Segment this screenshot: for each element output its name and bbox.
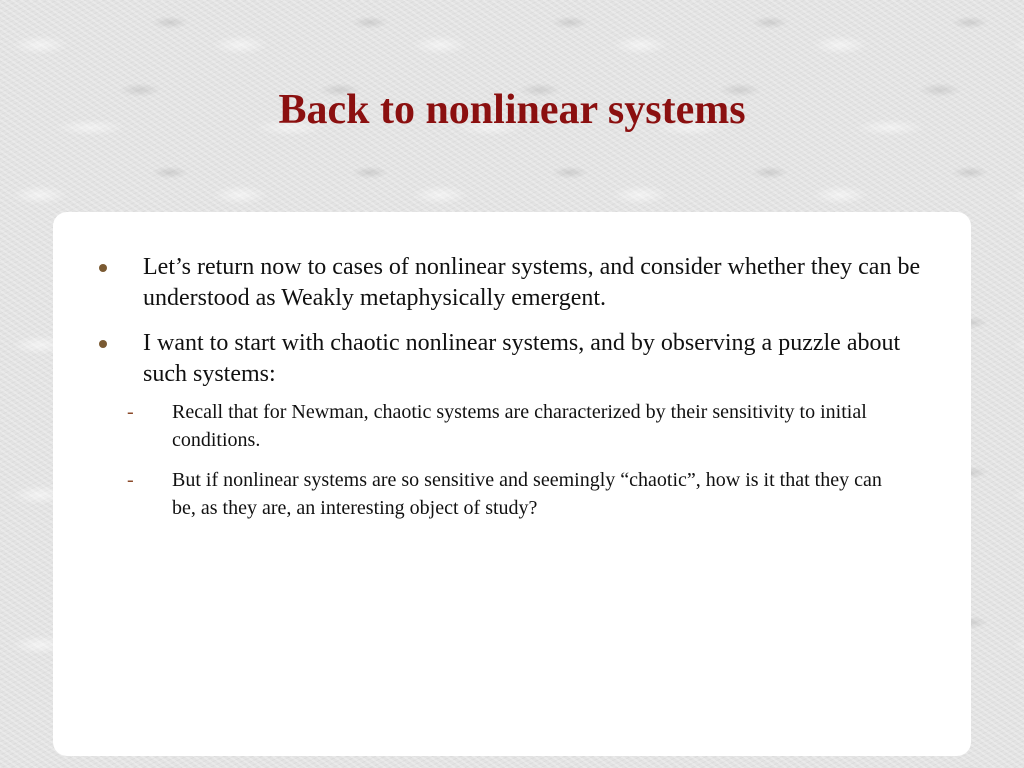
sub-bullet-text: Recall that for Newman, chaotic systems are characterized by their sensitivity to initial conditions. bbox=[172, 401, 867, 451]
sub-bullet-text: But if nonlinear systems are so sensitive and seemingly “chaotic”, how is it that they can be, as they are, an interesting object of study? bbox=[172, 469, 882, 519]
bullet-dot-icon bbox=[99, 264, 107, 272]
dash-icon: - bbox=[127, 401, 134, 423]
bullet-text: I want to start with chaotic nonlinear systems, and by observing a puzzle about such systems: bbox=[143, 330, 901, 387]
sub-bullet-list bbox=[53, 398, 935, 522]
bullet-text: Let’s return now to cases of nonlinear systems, and consider whether they can be understood as Weakly metaphysically emergent. bbox=[143, 254, 921, 311]
content-panel bbox=[53, 212, 971, 756]
bullet-list bbox=[53, 252, 971, 536]
dash-icon: - bbox=[127, 469, 134, 491]
slide-title: Back to nonlinear systems bbox=[278, 87, 746, 133]
sub-bullet-item bbox=[53, 398, 935, 454]
sub-bullet-item bbox=[53, 466, 935, 522]
bullet-item bbox=[53, 252, 971, 314]
bullet-dot-icon bbox=[99, 340, 107, 348]
bullet-item bbox=[53, 328, 971, 522]
